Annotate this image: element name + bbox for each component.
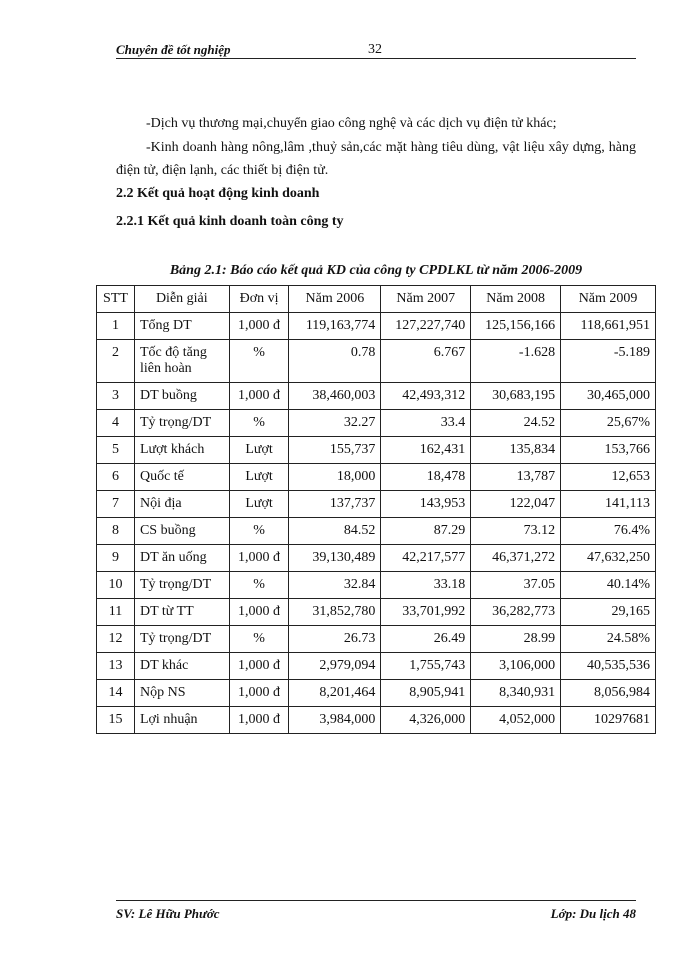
cell-2007: 87.29 bbox=[381, 518, 471, 545]
cell-stt: 11 bbox=[97, 599, 135, 626]
cell-2007: 26.49 bbox=[381, 626, 471, 653]
cell-stt: 15 bbox=[97, 707, 135, 734]
cell-stt: 5 bbox=[97, 437, 135, 464]
cell-stt: 12 bbox=[97, 626, 135, 653]
cell-unit: 1,000 đ bbox=[229, 545, 289, 572]
table-row bbox=[97, 680, 656, 707]
col-header-2008: Năm 2008 bbox=[471, 286, 561, 313]
cell-stt: 10 bbox=[97, 572, 135, 599]
cell-unit: % bbox=[229, 518, 289, 545]
cell-2009: 141,113 bbox=[561, 491, 656, 518]
cell-2006: 2,979,094 bbox=[289, 653, 381, 680]
cell-description: CS buồng bbox=[134, 518, 229, 545]
cell-2007: 162,431 bbox=[381, 437, 471, 464]
cell-2006: 8,201,464 bbox=[289, 680, 381, 707]
table-row bbox=[97, 437, 656, 464]
cell-2006: 31,852,780 bbox=[289, 599, 381, 626]
cell-2006: 38,460,003 bbox=[289, 383, 381, 410]
cell-unit: % bbox=[229, 340, 289, 383]
cell-2008: -1.628 bbox=[471, 340, 561, 383]
cell-2006: 39,130,489 bbox=[289, 545, 381, 572]
cell-stt: 14 bbox=[97, 680, 135, 707]
cell-unit: 1,000 đ bbox=[229, 599, 289, 626]
cell-description: Tổng DT bbox=[134, 313, 229, 340]
cell-description: Tỷ trọng/DT bbox=[134, 572, 229, 599]
cell-2006: 26.73 bbox=[289, 626, 381, 653]
cell-description: Tốc độ tăng liên hoàn bbox=[134, 340, 229, 383]
cell-2008: 13,787 bbox=[471, 464, 561, 491]
cell-2008: 135,834 bbox=[471, 437, 561, 464]
table-row bbox=[97, 545, 656, 572]
cell-2008: 24.52 bbox=[471, 410, 561, 437]
cell-2007: 8,905,941 bbox=[381, 680, 471, 707]
cell-2006: 84.52 bbox=[289, 518, 381, 545]
cell-stt: 6 bbox=[97, 464, 135, 491]
cell-2007: 33.4 bbox=[381, 410, 471, 437]
cell-2007: 1,755,743 bbox=[381, 653, 471, 680]
cell-2009: 24.58% bbox=[561, 626, 656, 653]
cell-2007: 4,326,000 bbox=[381, 707, 471, 734]
cell-description: DT từ TT bbox=[134, 599, 229, 626]
cell-2008: 8,340,931 bbox=[471, 680, 561, 707]
cell-2006: 3,984,000 bbox=[289, 707, 381, 734]
cell-2009: 40,535,536 bbox=[561, 653, 656, 680]
cell-stt: 8 bbox=[97, 518, 135, 545]
cell-unit: Lượt bbox=[229, 464, 289, 491]
table-caption: Bảng 2.1: Báo cáo kết quả KD của công ty CPDLKL từ năm 2006-2009 bbox=[169, 263, 583, 278]
page-footer bbox=[116, 900, 636, 925]
cell-2009: 25,67% bbox=[561, 410, 656, 437]
cell-2006: 32.27 bbox=[289, 410, 381, 437]
footer-student: SV: Lê Hữu Phước bbox=[116, 906, 220, 921]
table-row bbox=[97, 491, 656, 518]
table-row bbox=[97, 653, 656, 680]
cell-stt: 1 bbox=[97, 313, 135, 340]
cell-description: DT buồng bbox=[134, 383, 229, 410]
cell-description: Nội địa bbox=[134, 491, 229, 518]
cell-2008: 36,282,773 bbox=[471, 599, 561, 626]
header-title: Chuyên đề tốt nghiệp bbox=[116, 42, 231, 57]
cell-2008: 73.12 bbox=[471, 518, 561, 545]
cell-2007: 143,953 bbox=[381, 491, 471, 518]
col-header-2007: Năm 2007 bbox=[381, 286, 471, 313]
cell-stt: 9 bbox=[97, 545, 135, 572]
cell-2006: 155,737 bbox=[289, 437, 381, 464]
col-header-description: Diễn giải bbox=[134, 286, 229, 313]
cell-2008: 122,047 bbox=[471, 491, 561, 518]
body-line-services: -Dịch vụ thương mại,chuyển giao công nghệ và các dịch vụ điện tử khác; bbox=[146, 116, 557, 131]
table-row bbox=[97, 340, 656, 383]
cell-description: Lượt khách bbox=[134, 437, 229, 464]
cell-2008: 37.05 bbox=[471, 572, 561, 599]
cell-2008: 28.99 bbox=[471, 626, 561, 653]
footer-class: Lớp: Du lịch 48 bbox=[550, 906, 636, 921]
cell-2007: 42,493,312 bbox=[381, 383, 471, 410]
cell-2009: 76.4% bbox=[561, 518, 656, 545]
cell-stt: 3 bbox=[97, 383, 135, 410]
cell-description: Tỷ trọng/DT bbox=[134, 410, 229, 437]
cell-unit: % bbox=[229, 410, 289, 437]
cell-2007: 18,478 bbox=[381, 464, 471, 491]
section-heading-2-2-1: 2.2.1 Kết quả kinh doanh toàn công ty bbox=[116, 214, 344, 229]
page-number: 32 bbox=[368, 42, 382, 57]
cell-stt: 2 bbox=[97, 340, 135, 383]
cell-2007: 33.18 bbox=[381, 572, 471, 599]
cell-2008: 30,683,195 bbox=[471, 383, 561, 410]
table-row bbox=[97, 626, 656, 653]
cell-description: Lợi nhuận bbox=[134, 707, 229, 734]
cell-2006: 119,163,774 bbox=[289, 313, 381, 340]
business-results-table bbox=[96, 285, 656, 734]
cell-unit: 1,000 đ bbox=[229, 313, 289, 340]
cell-description: DT khác bbox=[134, 653, 229, 680]
cell-unit: 1,000 đ bbox=[229, 383, 289, 410]
table-row bbox=[97, 707, 656, 734]
col-header-unit: Đơn vị bbox=[229, 286, 289, 313]
page-header bbox=[116, 40, 636, 59]
table-row bbox=[97, 599, 656, 626]
cell-2009: 118,661,951 bbox=[561, 313, 656, 340]
table-header-row bbox=[97, 286, 656, 313]
cell-stt: 7 bbox=[97, 491, 135, 518]
cell-unit: % bbox=[229, 572, 289, 599]
table-row bbox=[97, 383, 656, 410]
cell-stt: 13 bbox=[97, 653, 135, 680]
cell-2006: 137,737 bbox=[289, 491, 381, 518]
cell-description: DT ăn uống bbox=[134, 545, 229, 572]
table-row bbox=[97, 518, 656, 545]
cell-2009: 29,165 bbox=[561, 599, 656, 626]
col-header-2009: Năm 2009 bbox=[561, 286, 656, 313]
table-row bbox=[97, 572, 656, 599]
cell-unit: Lượt bbox=[229, 437, 289, 464]
cell-2009: 10297681 bbox=[561, 707, 656, 734]
cell-description: Nộp NS bbox=[134, 680, 229, 707]
cell-2009: 47,632,250 bbox=[561, 545, 656, 572]
cell-2009: 153,766 bbox=[561, 437, 656, 464]
cell-2006: 18,000 bbox=[289, 464, 381, 491]
cell-2009: -5.189 bbox=[561, 340, 656, 383]
cell-2008: 125,156,166 bbox=[471, 313, 561, 340]
cell-2006: 0.78 bbox=[289, 340, 381, 383]
section-heading-2-2: 2.2 Kết quả hoạt động kinh doanh bbox=[116, 186, 320, 201]
cell-stt: 4 bbox=[97, 410, 135, 437]
table-row bbox=[97, 410, 656, 437]
cell-2009: 8,056,984 bbox=[561, 680, 656, 707]
cell-2009: 40.14% bbox=[561, 572, 656, 599]
cell-2007: 33,701,992 bbox=[381, 599, 471, 626]
cell-description: Tỷ trọng/DT bbox=[134, 626, 229, 653]
table-row bbox=[97, 313, 656, 340]
cell-unit: 1,000 đ bbox=[229, 653, 289, 680]
cell-2009: 30,465,000 bbox=[561, 383, 656, 410]
cell-description: Quốc tế bbox=[134, 464, 229, 491]
table-row bbox=[97, 464, 656, 491]
cell-2008: 4,052,000 bbox=[471, 707, 561, 734]
cell-unit: 1,000 đ bbox=[229, 707, 289, 734]
cell-2006: 32.84 bbox=[289, 572, 381, 599]
cell-2007: 127,227,740 bbox=[381, 313, 471, 340]
cell-unit: Lượt bbox=[229, 491, 289, 518]
col-header-stt: STT bbox=[97, 286, 135, 313]
cell-unit: % bbox=[229, 626, 289, 653]
cell-2008: 46,371,272 bbox=[471, 545, 561, 572]
cell-2009: 12,653 bbox=[561, 464, 656, 491]
cell-unit: 1,000 đ bbox=[229, 680, 289, 707]
cell-2007: 42,217,577 bbox=[381, 545, 471, 572]
cell-2007: 6.767 bbox=[381, 340, 471, 383]
body-line-trade: -Kinh doanh hàng nông,lâm ,thuỷ sản,các mặt hàng tiêu dùng, vật liệu xây dựng, hàng điện tử, điện lạnh, các thiết bị điện tử. bbox=[116, 140, 636, 178]
cell-2008: 3,106,000 bbox=[471, 653, 561, 680]
col-header-2006: Năm 2006 bbox=[289, 286, 381, 313]
